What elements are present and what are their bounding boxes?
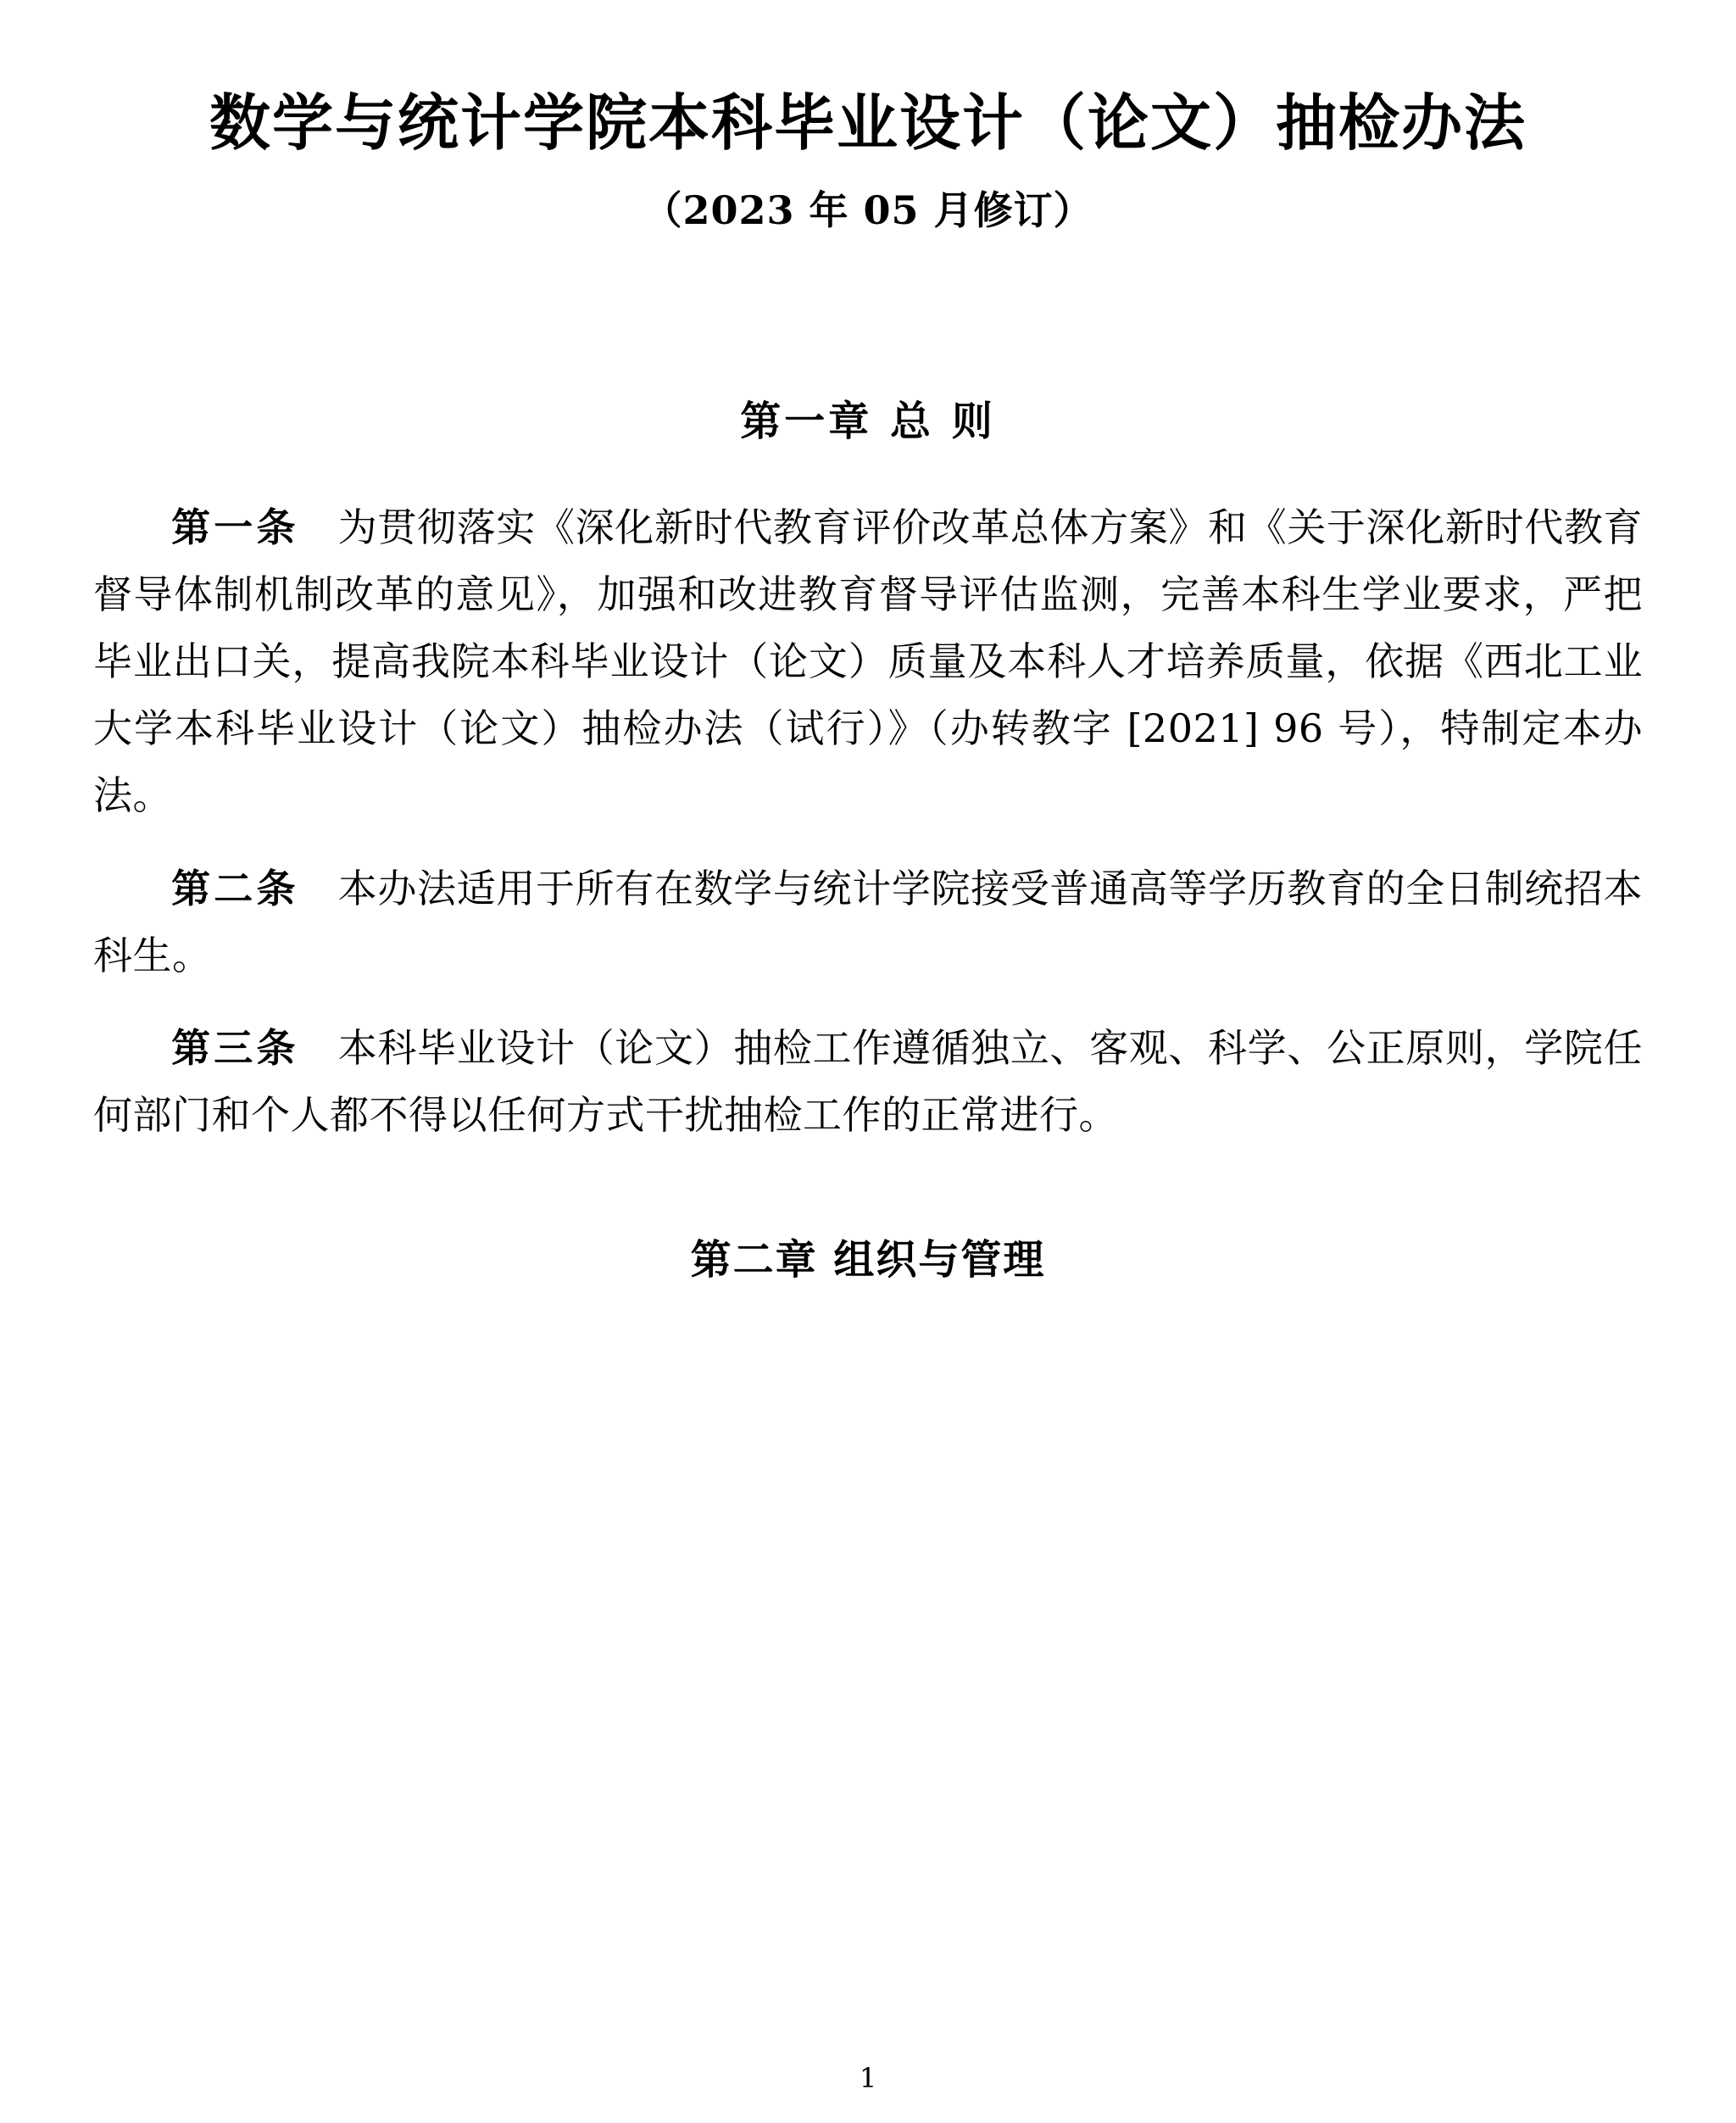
page-number: 1: [859, 2062, 877, 2094]
article-text-1: 为贯彻落实《深化新时代教育评价改革总体方案》和《关于深化新时代教育督导体制机制改革的意见》，加强和改进教育督导评估监测，完善本科生学业要求，严把毕业出口关，提高我院本科毕业设计（论文）质量及本科人才培养质量，依据《西北工业大学本科毕业设计（论文）抽检办法（试行）》（办转教字 [2021] 96 号），特制定本办法。: [93, 504, 1644, 819]
chapter-heading-1: 第一章 总 则: [740, 398, 996, 445]
article-label-2: 第二条: [171, 865, 299, 911]
article-text-2: 本办法适用于所有在数学与统计学院接受普通高等学历教育的全日制统招本科生。: [93, 865, 1644, 978]
article-label-1: 第一条: [171, 504, 299, 550]
article-paragraph-2: [93, 855, 1643, 989]
article-paragraph-1: [93, 494, 1643, 830]
chapter-heading-2: 第二章 组织与管理: [690, 1235, 1046, 1284]
page-subtitle: （2023 年 05 月修订）: [643, 187, 1093, 233]
article-paragraph-3: [93, 1015, 1643, 1149]
article-text-3: 本科毕业设计（论文）抽检工作遵循独立、客观、科学、公正原则，学院任何部门和个人都不得以任何方式干扰抽检工作的正常进行。: [93, 1024, 1644, 1138]
page-title: 数学与统计学院本科毕业设计（论文）抽检办法: [209, 86, 1527, 159]
article-label-3: 第三条: [171, 1024, 299, 1071]
